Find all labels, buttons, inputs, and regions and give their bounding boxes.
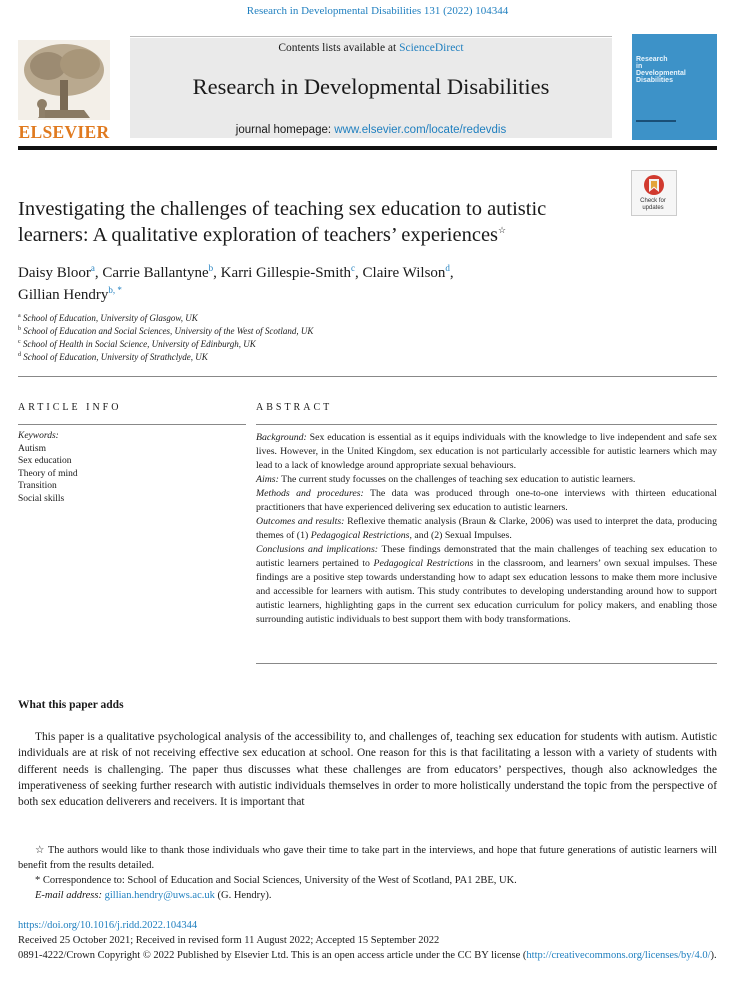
- author-separator: ,: [449, 265, 454, 281]
- journal-name: Research in Developmental Disabilities: [192, 74, 550, 99]
- abstract-label: Conclusions and implications:: [256, 544, 379, 555]
- article-info-rule: [18, 424, 246, 425]
- abstract-conclusions: [256, 543, 717, 627]
- keyword-item: Theory of mind: [18, 468, 78, 479]
- affiliation-mark: d: [18, 352, 21, 358]
- journal-homepage-link[interactable]: www.elsevier.com/locate/redevdis: [334, 124, 507, 136]
- affiliation-item: [18, 338, 618, 351]
- keyword-item: Social skills: [18, 493, 65, 504]
- publication-details: [18, 918, 717, 963]
- abstract-background: [256, 431, 717, 473]
- affiliation-text: School of Education, University of Strathclyde, UK: [23, 352, 208, 362]
- author-affiliation-mark[interactable]: c: [351, 263, 356, 273]
- abstract-label: Aims:: [256, 474, 279, 485]
- homepage-line: [130, 124, 612, 136]
- footnote-correspondence: [18, 873, 717, 888]
- abstract-methods: [256, 487, 717, 515]
- affiliation-text: School of Education and Social Sciences, University of the West of Scotland, UK: [23, 326, 314, 336]
- affiliation-item: [18, 351, 618, 364]
- affiliation-mark: b: [18, 326, 21, 332]
- keyword-item: Transition: [18, 481, 57, 491]
- abstract-text: Reflexive thematic analysis (Braun & Clarke, 2006) was used to interpret the data, producing themes of (1): [256, 516, 717, 541]
- abstract-text: in the classroom, and learners’ own sexual impulses. These findings are a positive step towards understanding how to adapt sex education lessons to make them more inclusive and accessible for learners with autism. This study contributes to developing understanding around how to support autistic learners, highlighting gaps in the current sex education curriculum for policy makers, and enabling those surrounding autistic individuals to best support them with body transformations.: [256, 558, 717, 625]
- journal-cover-thumbnail[interactable]: [632, 34, 717, 140]
- doi-link[interactable]: https://doi.org/10.1016/j.ridd.2022.104344: [18, 920, 198, 931]
- abstract-label: Outcomes and results:: [256, 516, 345, 527]
- author-affiliation-mark[interactable]: a: [90, 263, 95, 273]
- journal-citation[interactable]: Research in Developmental Disabilities 131 (2022) 104344: [246, 5, 509, 17]
- keyword-item: Autism: [18, 443, 46, 454]
- author-separator: ,: [213, 265, 221, 281]
- cover-title-line: Developmental: [636, 70, 686, 77]
- article-title: [18, 196, 618, 248]
- affiliation-item: [18, 325, 618, 338]
- sciencedirect-link[interactable]: ScienceDirect: [399, 42, 464, 54]
- license-text: 0891-4222/Crown Copyright © 2022 Published by Elsevier Ltd. This is an open access article under the CC BY license (: [18, 950, 527, 961]
- author-list: [18, 262, 598, 306]
- author-name[interactable]: Gillian Hendry: [18, 287, 109, 303]
- affiliation-text: School of Education, University of Glasgow, UK: [22, 313, 198, 323]
- license-link[interactable]: http://creativecommons.org/licenses/by/4.0/: [526, 950, 711, 961]
- affiliation-list: [18, 312, 618, 364]
- abstract-text: , and (2) Sexual Impulses.: [409, 530, 512, 541]
- section-heading: What this paper adds: [18, 699, 124, 711]
- license-statement: [18, 948, 717, 963]
- author-separator: ,: [355, 265, 363, 281]
- abstract-bottom-rule: [256, 663, 717, 664]
- abstract-label: Methods and procedures:: [256, 488, 364, 499]
- footnote-email: [18, 888, 717, 903]
- author-affiliation-mark[interactable]: d: [445, 263, 450, 273]
- body-paragraph: This paper is a qualitative psychological analysis of the accessibility to, and challenges of, teaching sex education for students with autism. Autistic individuals are at risk of not receiving effective sex education at school. One reason for this is that facilitating a lesson with a variety of students with different needs is challenging. The paper thus discusses what these challenges are from educators’ perspectives, though also acknowledges the imperativeness of seeking further research with autistic individuals themselves in order to more holistically understand the topic from the perspective of both sex education deliverers and receivers. It is important that: [18, 731, 717, 809]
- footnotes: [18, 843, 717, 903]
- author-name[interactable]: Karri Gillespie-Smith: [220, 265, 352, 281]
- footnote-text: Correspondence to: School of Education and Social Sciences, University of the West of Scotland, PA1 2BE, UK.: [40, 875, 517, 886]
- contents-prefix: Contents lists available at: [278, 42, 400, 54]
- author-name[interactable]: Daisy Bloor: [18, 265, 91, 281]
- abstract-aims: [256, 473, 717, 487]
- bookmark-icon: [632, 171, 676, 199]
- contents-line: [130, 42, 612, 54]
- abstract-text: These findings demonstrated that the main challenges of teaching sex education to autistic learners pertained to: [256, 544, 717, 569]
- footnote-mark: *: [35, 875, 41, 886]
- check-for-updates-label: Check for updates: [640, 198, 666, 211]
- article-info-heading: ARTICLE INFO: [18, 402, 122, 413]
- license-suffix: ).: [710, 950, 717, 961]
- footnote-acknowledgement: [18, 843, 717, 873]
- email-suffix: (G. Hendry).: [214, 890, 272, 901]
- affiliation-mark: a: [18, 313, 21, 319]
- received-dates: Received 25 October 2021; Received in revised form 11 August 2022; Accepted 15 September 2022: [18, 935, 440, 946]
- abstract-top-rule: [256, 424, 717, 425]
- abstract-text: The data was produced through one-to-one interviews with thirteen educational practitioners that have experienced delivering sex education to autistic learners.: [256, 488, 717, 513]
- footnote-mark: ☆: [35, 845, 45, 856]
- author-name[interactable]: Carrie Ballantyne: [102, 265, 209, 281]
- header-thick-rule: [18, 146, 717, 150]
- keyword-item: Sex education: [18, 456, 72, 466]
- author-separator: ,: [94, 265, 103, 281]
- header-top-rule: [130, 36, 612, 37]
- cover-title: [636, 56, 712, 84]
- author-affiliation-mark[interactable]: b: [208, 263, 214, 273]
- keywords-label: Keywords:: [18, 431, 59, 441]
- affiliation-text: School of Health in Social Science, University of Edinburgh, UK: [22, 339, 256, 349]
- section-divider: [18, 376, 717, 377]
- title-footnote-mark[interactable]: ☆: [498, 225, 507, 236]
- cover-title-line: in: [636, 63, 643, 70]
- homepage-prefix: journal homepage:: [235, 124, 335, 136]
- abstract-outcomes: [256, 515, 717, 543]
- abstract-text: The current study focusses on the challenges of teaching sex education to autistic learners.: [278, 474, 636, 485]
- affiliation-mark: c: [18, 339, 21, 345]
- article-title-text: Investigating the challenges of teaching sex education to autistic learners: A qualitative exploration of teachers’ experiences: [18, 198, 547, 246]
- keywords-block: [18, 430, 238, 505]
- cover-decor-bar: [636, 120, 676, 122]
- author-affiliation-mark[interactable]: b, *: [108, 285, 122, 295]
- elsevier-wordmark[interactable]: ELSEVIER: [18, 122, 110, 142]
- author-name[interactable]: Claire Wilson: [362, 265, 446, 281]
- abstract-label: Background:: [256, 432, 307, 443]
- cover-title-line: Research: [636, 56, 668, 63]
- abstract-heading: ABSTRACT: [256, 402, 333, 413]
- abstract-emphasis: Pedagogical Restrictions: [310, 530, 410, 541]
- cover-title-line: Disabilities: [636, 77, 673, 84]
- abstract-text: Sex education is essential as it equips individuals with the knowledge to live independent and safe sex lives. However, in the United Kingdom, sex education is not particularly accessible for autistic learners which may lead to a lack of knowledge around appropriate sexual behaviours.: [256, 432, 717, 471]
- affiliation-item: [18, 312, 618, 325]
- abstract-emphasis: Pedagogical Restrictions: [373, 558, 474, 569]
- email-link[interactable]: gillian.hendry@uws.ac.uk: [104, 890, 215, 901]
- abstract-body: [256, 431, 717, 627]
- email-label: E-mail address:: [35, 890, 102, 901]
- footnote-text: The authors would like to thank those individuals who gave their time to take part in the interviews, and hope that future generations of autistic learners will benefit from the results detailed.: [18, 845, 717, 871]
